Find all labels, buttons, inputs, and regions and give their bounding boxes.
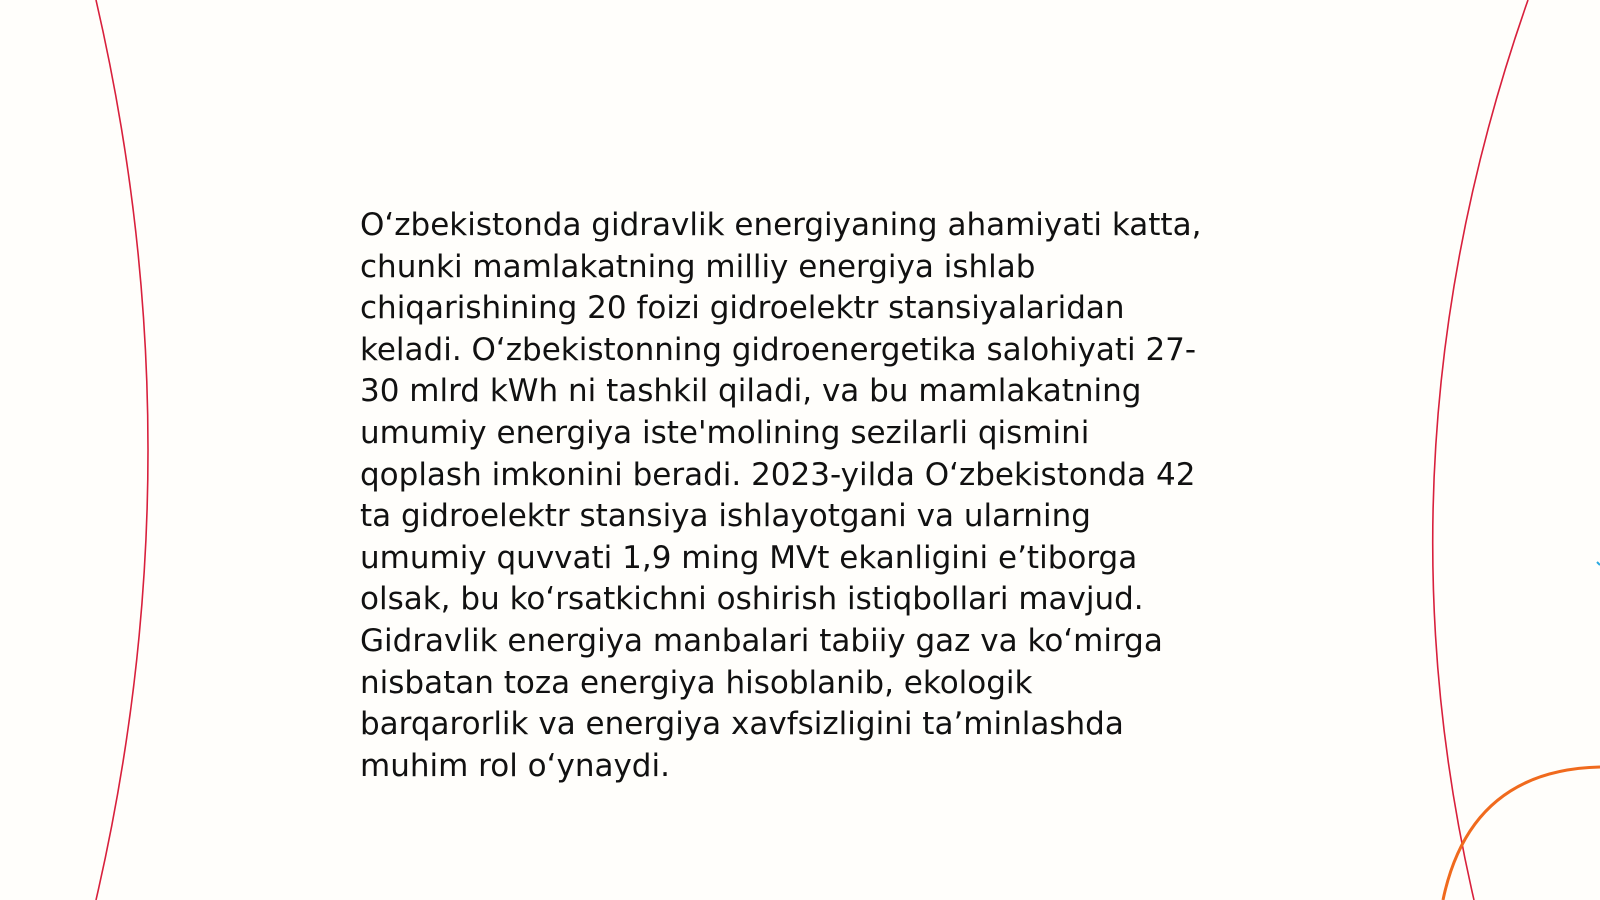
left-arc-line [96,0,148,900]
body-paragraph: O‘zbekistonda gidravlik energiyaning ahamiyati katta, chunki mamlakatning milliy energiya ishlab chiqarishining 20 foizi gidroelektr stansiyalaridan keladi. O‘zbekistonning gidroenergetika salohiyati 27- 30 mlrd kWh ni tashkil qiladi, va bu mamlakatning umumiy energiya iste'molining sezilarli qismini qoplash imkonini beradi. 2023-yilda O‘zbekistonda 42 ta gidroelektr stansiya ishlayotgani va ularning umumiy quvvati 1,9 ming MVt ekanligini e’tiborga olsak, bu ko‘rsatkichni oshirish istiqbollari mavjud. Gidravlik energiya manbalari tabiiy gaz va ko‘mirga nisbatan toza energiya hisoblanib, ekologik barqarorlik va energiya xavfsizligini ta’minlashda muhim rol o‘ynaydi. [360,207,1202,784]
right-arc-line [1433,0,1528,900]
orange-circle-arc [1443,767,1600,900]
